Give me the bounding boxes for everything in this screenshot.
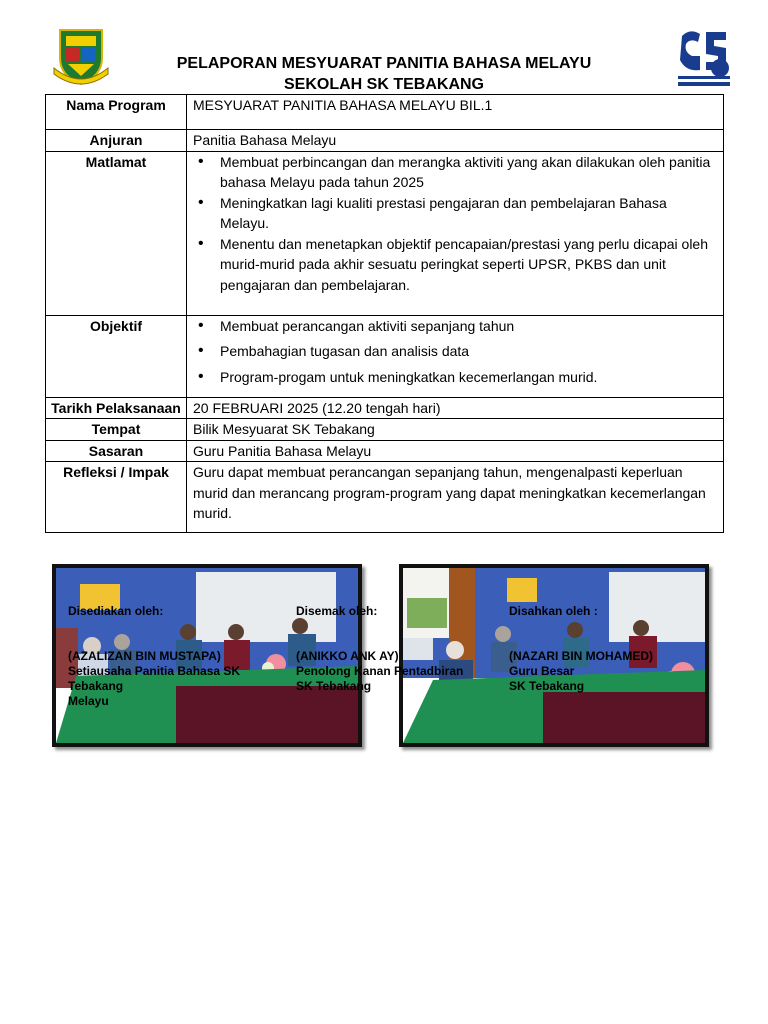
anjuran-label: Anjuran (46, 130, 187, 152)
program-label: Nama Program (46, 95, 187, 130)
list-item: • Membuat perancangan aktiviti sepanjang tahun (193, 316, 717, 337)
report-title: PELAPORAN MESYUARAT PANITIA BAHASA MELAYU (176, 55, 592, 72)
prepared-role-line2: Tebakang (68, 679, 124, 693)
list-item: • Pembahagian tugasan dan analisis data (193, 341, 717, 362)
list-item: • Menentu dan menetapkan objektif pencapaian/prestasi yang perlu dicapai oleh murid-murid pada akhir sesuatu peringkat seperti UPSR, PKBS dan unit pengajaran dan pembelajaran. (193, 234, 717, 296)
table-row (46, 462, 724, 533)
list-item: • Program-progam untuk meningkatkan kecemerlangan murid. (193, 367, 717, 388)
list-item: • Meningkatkan lagi kualiti prestasi pengajaran dan pembelajaran Bahasa Melayu. (193, 193, 717, 234)
approved-role-line2: SK Tebakang (509, 679, 585, 693)
prepared-role-line1: Setiausaha Panitia Bahasa SK (68, 664, 241, 678)
tarikh-value: 20 FEBRUARI 2025 (12.20 tengah hari) (187, 397, 724, 419)
checked-role-line2: SK Tebakang (296, 679, 372, 693)
objektif-label: Objektif (46, 315, 187, 397)
list-item: • Membuat perbincangan dan merangka aktiviti yang akan dilakukan oleh panitia bahasa Melayu pada tahun 2025 (193, 152, 717, 193)
checked-name: (ANIKKO ANK AY) (296, 649, 399, 663)
tempat-value: Bilik Mesyuarat SK Tebakang (187, 419, 724, 441)
prepared-heading: Disediakan oleh: (68, 604, 164, 618)
refleksi-label: Refleksi / Impak (46, 462, 187, 533)
sasaran-value: Guru Panitia Bahasa Melayu (187, 440, 724, 462)
sasaran-label: Sasaran (46, 440, 187, 462)
table-row (46, 397, 724, 419)
checked-role-line1: Penolong Kanan Pentadbiran (296, 664, 464, 678)
approved-name: (NAZARI BIN MOHAMED) (509, 649, 653, 663)
prepared-name: (AZALIZAN BIN MUSTAPA) (68, 649, 221, 663)
matlamat-value (187, 151, 724, 315)
approved-role-line1: Guru Besar (509, 664, 575, 678)
tempat-label: Tempat (46, 419, 187, 441)
table-row (46, 95, 724, 130)
table-row (46, 315, 724, 397)
table-row (46, 419, 724, 441)
table-row (46, 440, 724, 462)
program-value: MESYUARAT PANITIA BAHASA MELAYU BIL.1 (187, 95, 724, 130)
table-row (46, 130, 724, 152)
refleksi-value: Guru dapat membuat perancangan sepanjang tahun, mengenalpasti keperluan murid dan merancang program-program yang dapat meningkatkan kecemerlangan murid. (187, 462, 724, 533)
ks25-logo-icon (676, 26, 732, 88)
school-crest-icon (52, 24, 110, 88)
table-row (46, 151, 724, 315)
checked-heading: Disemak oleh: (296, 604, 378, 618)
tarikh-label: Tarikh Pelaksanaan (46, 397, 187, 419)
school-name: SEKOLAH SK TEBAKANG (283, 76, 484, 93)
matlamat-label: Matlamat (46, 151, 187, 315)
anjuran-value: Panitia Bahasa Melayu (187, 130, 724, 152)
report-table (45, 94, 724, 533)
prepared-role-line3: Melayu (68, 694, 109, 708)
objektif-value (187, 315, 724, 397)
approved-heading: Disahkan oleh : (509, 604, 598, 618)
